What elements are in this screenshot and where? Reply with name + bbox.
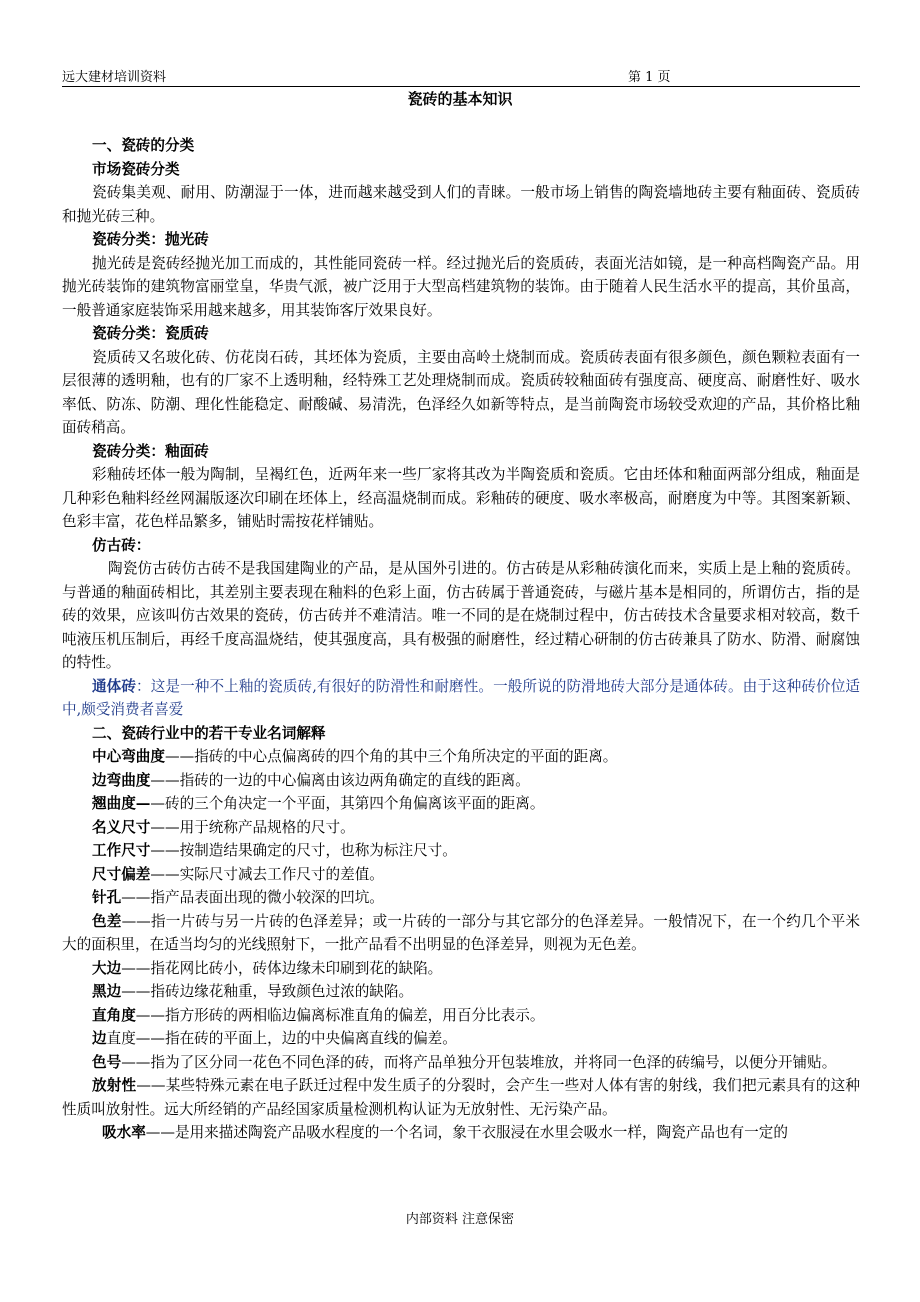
definition: 直度——指在砖的平面上，边的中央偏离直线的偏差。 [106,1030,457,1047]
term: 翘曲度— [92,795,151,812]
definition: ——指方形砖的两相临边偏离标准直角的偏差，用百分比表示。 [135,1006,545,1024]
section-heading: 一、瓷砖的分类 [92,137,195,154]
header-org: 远大建材培训资料 [62,70,167,85]
definition: ：这是一种不上釉的瓷质砖,有很好的防滑性和耐磨性。一般所说的防滑地砖大部分是通体砖。由于这种砖价位适中,颇受消费者喜爱 [62,677,860,718]
subheading: 瓷砖分类：釉面砖 [92,442,209,460]
definition: ——实际尺寸减去工作尺寸的差值。 [150,865,384,883]
definition: ——指砖边缘花釉重，导致颜色过浓的缺陷。 [121,983,414,1000]
term-entry [62,1027,860,1051]
definition: ——用于统称产品规格的尺寸。 [150,818,355,836]
term: 工作尺寸 [92,842,151,859]
term: 通体砖 [92,677,137,695]
term: 大边 [92,959,122,977]
term-entry [62,816,860,840]
term: 黑边 [92,983,122,1000]
term-entry [62,1074,860,1121]
term-entry [62,863,860,887]
document-title: 瓷砖的基本知识 [407,90,513,108]
page-footer: 内部资料 注意保密 [405,1212,515,1227]
paragraph: 瓷砖集美观、耐用、防潮湿于一体，进而越来越受到人们的青睐。一般市场上销售的陶瓷墙地砖主要有釉面砖、瓷质砖和抛光砖三种。 [62,184,860,225]
document-body [62,134,860,1145]
page-header [62,64,860,87]
definition: ——是用来描述陶瓷产品吸水程度的一个名词，象干衣服浸在水里会吸水一样，陶瓷产品也有一定的 [145,1124,788,1141]
term-entry [62,1121,860,1145]
term: 直角度 [92,1006,136,1024]
term: 名义尺寸 [92,818,151,836]
term: 边弯曲度 [92,771,151,789]
term-entry [62,980,860,1004]
definition: ——指产品表面出现的微小较深的凹坑。 [121,889,384,906]
term: 色号 [92,1053,122,1071]
definition: ——按制造结果确定的尺寸，也称为标注尺寸。 [150,842,457,859]
term-entry [62,769,860,793]
definition: ——某些特殊元素在电子跃迁过程中发生质子的分裂时，会产生一些对人体有害的射线，我们把元素具有的这种性质叫放射性。远大所经销的产品经国家质量检测机构认证为无放射性、无污染产品。 [62,1077,860,1118]
definition: ——指砖的一边的中心偏离由该边两角确定的直线的距离。 [150,771,530,789]
paragraph-through-body [62,675,860,722]
subheading: 市场瓷砖分类 [92,160,180,178]
term-entry [62,1051,860,1075]
term-entry [62,745,860,769]
definition: ——指为了区分同一花色不同色泽的砖，而将产品单独分开包装堆放，并将同一色泽的砖编号，以便分开铺贴。 [121,1053,837,1071]
term-entry [62,1004,860,1028]
paragraph: 陶瓷仿古砖仿古砖不是我国建陶业的产品，是从国外引进的。仿古砖是从彩釉砖演化而来，实质上是上釉的瓷质砖。与普通的釉面砖相比，其差别主要表现在釉料的色彩上面，仿古砖属于普通瓷砖，与磁片基本是相同的，所谓仿古，指的是砖的效果，应该叫仿古效果的瓷砖，仿古砖并不难清洁。唯一不同的是在烧制过程中，仿古砖技术含量要求相对较高，数千吨液压机压制后，再经千度高温烧结，使其强度高，具有极强的耐磨性，经过精心研制的仿古砖兼具了防水、防滑、耐腐蚀的特性。 [62,560,860,671]
paragraph: 彩釉砖坯体一般为陶制，呈褐红色，近两年来一些厂家将其改为半陶瓷质和瓷质。它由坯体和釉面两部分组成，釉面是几种彩色釉料经丝网漏版逐次印刷在坯体上，经高温烧制而成。彩釉砖的硬度、吸水率极高，耐磨度为中等。其图案新颖、色彩丰富，花色样品繁多，铺贴时需按花样铺贴。 [62,466,860,530]
term-entry [62,957,860,981]
term: 放射性 [92,1077,137,1094]
term: 中心弯曲度 [92,748,165,765]
term-entry [62,839,860,863]
term: 尺寸偏差 [92,865,151,883]
definition: —砖的三个角决定一个平面，其第四个角偏离该平面的距离。 [150,795,545,812]
paragraph: 抛光砖是瓷砖经抛光加工而成的，其性能同瓷砖一样。经过抛光后的瓷质砖，表面光洁如镜，是一种高档陶瓷产品。用抛光砖装饰的建筑物富丽堂皇，华贵气派，被广泛用于大型高档建筑物的装饰。由于随着人民生活水平的提高，其价虽高，一般普通家庭装饰采用越来越多，用其装饰客厅效果良好。 [62,254,860,319]
subheading: 仿古砖： [92,536,151,554]
term: 吸水率 [102,1124,146,1141]
term: 针孔 [92,889,122,906]
subheading: 瓷砖分类：抛光砖 [92,231,209,248]
section-heading: 二、瓷砖行业中的若干专业名词解释 [92,724,326,742]
definition: ——指砖的中心点偏离砖的四个角的其中三个角所决定的平面的距离。 [164,748,618,765]
subheading: 瓷砖分类：瓷质砖 [92,325,209,342]
term: 边 [92,1030,107,1047]
term-entry [62,792,860,816]
term-entry [62,910,860,957]
header-page-number: 第 1 页 [628,70,671,85]
definition: ——指一片砖与另一片砖的色泽差异；或一片砖的一部分与其它部分的色泽差异。一般情况下，在一个约几个平米大的面积里，在适当均匀的光线照射下，一批产品看不出明显的色泽差异，则视为无色差。 [62,912,860,953]
term-entry [62,886,860,910]
definition: ——指花网比砖小，砖体边缘未印刷到花的缺陷。 [121,959,443,977]
paragraph: 瓷质砖又名玻化砖、仿花岗石砖，其坯体为瓷质，主要由高岭土烧制而成。瓷质砖表面有很多颜色，颜色颗粒表面有一层很薄的透明釉，也有的厂家不上透明釉，经特殊工艺处理烧制而成。瓷质砖较釉面砖有强度高、硬度高、耐磨性好、吸水率低、防冻、防潮、理化性能稳定、耐酸碱、易清洗，色泽经久如新等特点，是当前陶瓷市场较受欢迎的产品，其价格比釉面砖稍高。 [62,348,860,436]
term: 色差 [92,912,122,930]
